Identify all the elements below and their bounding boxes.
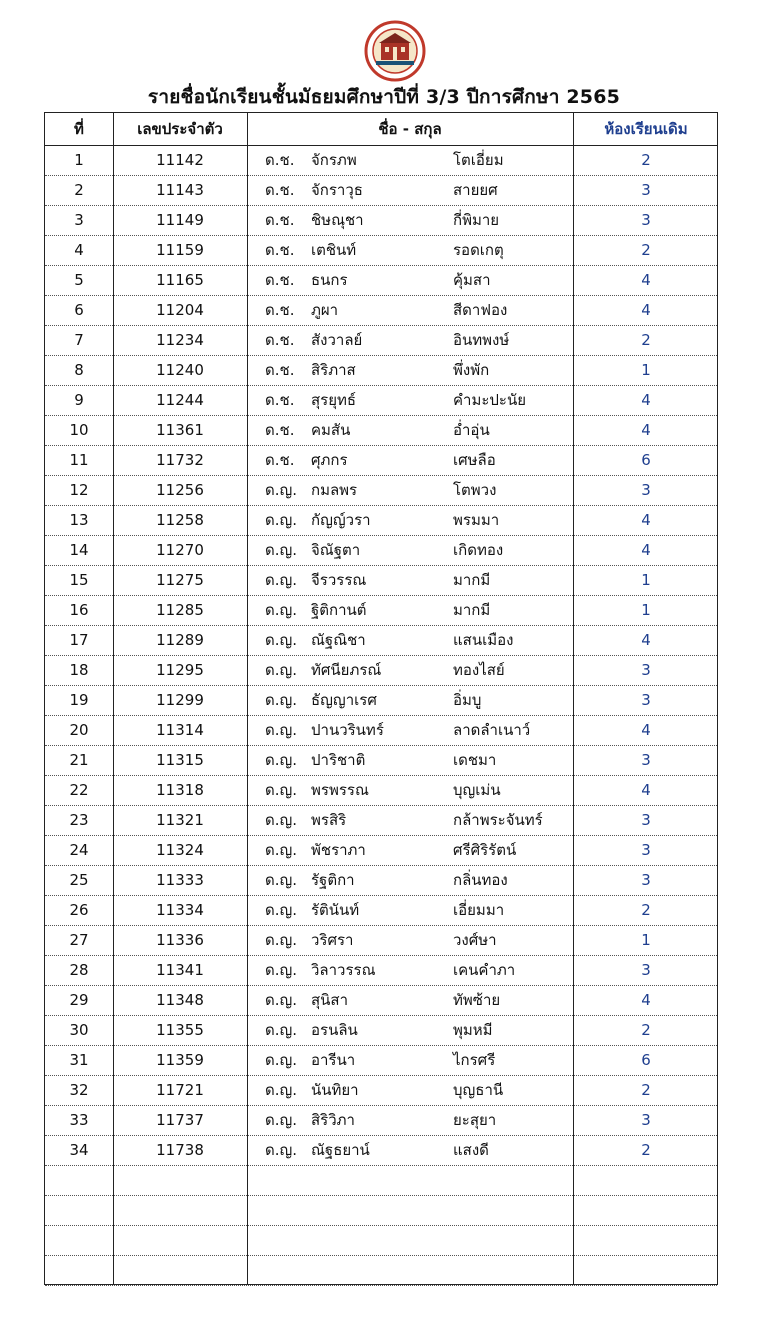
cell-no: 34 [69,1141,89,1159]
cell-first: ชิษณุชา [311,211,364,229]
cell-id: 11315 [156,751,204,769]
table-row [45,986,717,1016]
cell-last: มากมี [453,601,491,619]
cell-room: 2 [641,1141,651,1159]
cell-no: 25 [69,871,89,889]
cell-first: ฐิติกานต์ [311,601,367,619]
cell-room: 4 [641,541,651,559]
table-row [45,1226,717,1256]
cell-last: พรมมา [453,511,500,529]
cell-no: 20 [69,721,89,739]
table-row [45,1256,717,1286]
cell-first: สุนิสา [311,991,348,1009]
cell-prefix: ด.ญ. [265,871,298,889]
cell-first: จักรภพ [311,151,357,169]
cell-room: 2 [641,901,651,919]
cell-last: คำมะปะนัย [453,391,527,409]
cell-id: 11721 [156,1081,204,1099]
cell-id: 11321 [156,811,204,829]
table-row [45,776,717,806]
table-row [45,146,717,176]
cell-prefix: ด.ช. [265,271,295,289]
cell-id: 11240 [156,361,204,379]
cell-id: 11324 [156,841,204,859]
cell-last: ศรีศิริรัตน์ [453,841,517,859]
cell-id: 11732 [156,451,204,469]
cell-last: เดชมา [453,751,497,769]
cell-id: 11348 [156,991,204,1009]
table-row [45,386,717,416]
cell-last: ไกรศรี [453,1051,496,1069]
cell-room: 3 [641,211,651,229]
cell-id: 11143 [156,181,204,199]
cell-no: 19 [69,691,89,709]
table-row [45,326,717,356]
cell-last: พึ่งพัก [453,361,490,379]
cell-prefix: ด.ญ. [265,601,298,619]
cell-id: 11285 [156,601,204,619]
cell-room: 4 [641,421,651,439]
cell-prefix: ด.ญ. [265,691,298,709]
cell-room: 3 [641,661,651,679]
cell-no: 14 [69,541,89,559]
cell-no: 13 [69,511,89,529]
cell-prefix: ด.ญ. [265,1021,298,1039]
cell-prefix: ด.ช. [265,331,295,349]
cell-no: 12 [69,481,89,499]
cell-no: 30 [69,1021,89,1039]
cell-last: แสนเมือง [453,631,514,649]
cell-last: แสงดี [453,1141,489,1159]
cell-first: คมสัน [311,421,351,439]
cell-id: 11737 [156,1111,204,1129]
cell-no: 28 [69,961,89,979]
cell-no: 1 [74,151,84,169]
cell-id: 11258 [156,511,204,529]
cell-first: ณัฐธยาน์ [311,1141,370,1159]
cell-last: สีดาฟอง [453,301,508,319]
cell-last: มากมี [453,571,491,589]
cell-last: เศษลือ [453,451,496,469]
table-row [45,686,717,716]
cell-last: ลาดลำเนาว์ [453,721,531,739]
table-row [45,866,717,896]
cell-room: 3 [641,1111,651,1129]
table-row [45,266,717,296]
cell-last: โตพวง [453,481,497,499]
table-row [45,476,717,506]
cell-prefix: ด.ญ. [265,721,298,739]
cell-room: 3 [641,481,651,499]
cell-id: 11159 [156,241,204,259]
cell-prefix: ด.ญ. [265,1111,298,1129]
cell-prefix: ด.ช. [265,451,295,469]
cell-no: 15 [69,571,89,589]
cell-id: 11289 [156,631,204,649]
cell-no: 29 [69,991,89,1009]
cell-room: 4 [641,721,651,739]
cell-first: กัญญ์วรา [311,511,371,529]
cell-prefix: ด.ช. [265,301,295,319]
cell-room: 3 [641,961,651,979]
cell-first: ภูผา [311,301,339,319]
cell-id: 11738 [156,1141,204,1159]
cell-first: ธนกร [311,271,348,289]
cell-first: พรสิริ [311,811,347,829]
cell-id: 11149 [156,211,204,229]
cell-prefix: ด.ญ. [265,991,298,1009]
cell-no: 11 [69,451,89,469]
cell-room: 3 [641,871,651,889]
cell-room: 1 [641,571,651,589]
cell-no: 2 [74,181,84,199]
cell-last: เกิดทอง [453,541,504,559]
cell-room: 6 [641,1051,651,1069]
cell-id: 11359 [156,1051,204,1069]
cell-id: 11314 [156,721,204,739]
cell-id: 11270 [156,541,204,559]
cell-id: 11275 [156,571,204,589]
cell-room: 2 [641,1081,651,1099]
header-id: เลขประจำตัว [137,120,223,138]
cell-id: 11204 [156,301,204,319]
cell-first: วิลาวรรณ [311,961,376,979]
cell-first: ปาริชาติ [311,751,366,769]
cell-first: รัฐติกา [311,871,355,889]
cell-room: 1 [641,601,651,619]
cell-room: 4 [641,271,651,289]
cell-first: อรนลิน [311,1021,358,1039]
table-row [45,626,717,656]
table-row [45,176,717,206]
cell-id: 11244 [156,391,204,409]
cell-first: พรพรรณ [311,781,369,799]
cell-first: สุรยุทธ์ [311,391,357,409]
cell-first: อารีนา [311,1051,356,1069]
school-emblem-icon [361,20,429,82]
cell-room: 3 [641,841,651,859]
cell-room: 4 [641,781,651,799]
cell-id: 11355 [156,1021,204,1039]
cell-last: ทัพซ้าย [453,991,501,1009]
cell-no: 22 [69,781,89,799]
cell-prefix: ด.ญ. [265,811,298,829]
table-row [45,656,717,686]
cell-prefix: ด.ญ. [265,901,298,919]
cell-room: 2 [641,331,651,349]
header-room: ห้องเรียนเดิม [604,120,688,138]
cell-first: ปานวรินทร์ [311,721,384,739]
cell-room: 1 [641,361,651,379]
table-row [45,896,717,926]
cell-room: 3 [641,691,651,709]
table-row [45,536,717,566]
cell-id: 11142 [156,151,204,169]
cell-last: อินทพงษ์ [453,331,510,349]
page-title: รายชื่อนักเรียนชั้นมัธยมศึกษาปีที่ 3/3 ปีการศึกษา 2565 [147,86,621,108]
cell-no: 21 [69,751,89,769]
table-row [45,956,717,986]
cell-no: 4 [74,241,84,259]
cell-room: 3 [641,181,651,199]
table-row [45,1046,717,1076]
cell-first: รัตินันท์ [311,901,360,919]
cell-prefix: ด.ช. [265,361,295,379]
cell-first: จิณัฐตา [311,541,361,559]
cell-last: ทองไสย์ [453,661,505,679]
cell-first: จีรวรรณ [311,571,367,589]
table-row [45,1166,717,1196]
cell-last: กี่พิมาย [453,211,500,229]
cell-room: 2 [641,241,651,259]
cell-no: 8 [74,361,84,379]
cell-last: สายยศ [453,181,498,199]
cell-id: 11333 [156,871,204,889]
cell-no: 32 [69,1081,89,1099]
table-row [45,236,717,266]
student-table [44,112,718,1285]
table-row [45,746,717,776]
cell-first: สิริวิภา [311,1111,355,1129]
cell-no: 23 [69,811,89,829]
cell-no: 7 [74,331,84,349]
table-row [45,356,717,386]
cell-no: 5 [74,271,84,289]
cell-prefix: ด.ญ. [265,661,298,679]
cell-last: คุ้มสา [453,271,491,289]
cell-last: ยะสุยา [453,1111,497,1129]
cell-no: 31 [69,1051,89,1069]
cell-first: ศุภกร [311,451,348,469]
cell-room: 4 [641,991,651,1009]
cell-no: 18 [69,661,89,679]
cell-id: 11341 [156,961,204,979]
cell-no: 10 [69,421,89,439]
cell-id: 11334 [156,901,204,919]
cell-prefix: ด.ญ. [265,481,298,499]
cell-last: บุญธานี [453,1081,504,1099]
cell-prefix: ด.ช. [265,151,295,169]
cell-no: 16 [69,601,89,619]
cell-id: 11234 [156,331,204,349]
table-row [45,206,717,236]
cell-room: 3 [641,811,651,829]
cell-no: 33 [69,1111,89,1129]
cell-last: บุญเม่น [453,781,501,799]
cell-room: 4 [641,301,651,319]
table-body [45,146,717,1286]
cell-id: 11165 [156,271,204,289]
cell-id: 11361 [156,421,204,439]
cell-prefix: ด.ญ. [265,571,298,589]
cell-last: วงศ์ษา [453,931,497,949]
table-row [45,1196,717,1226]
table-row [45,926,717,956]
table-row [45,446,717,476]
cell-room: 4 [641,511,651,529]
cell-room: 4 [641,631,651,649]
cell-last: พุมหมี [453,1021,493,1039]
cell-first: วริศรา [311,931,354,949]
cell-id: 11318 [156,781,204,799]
cell-id: 11295 [156,661,204,679]
cell-first: ณัฐณิชา [311,631,366,649]
cell-room: 3 [641,751,651,769]
cell-no: 24 [69,841,89,859]
cell-room: 2 [641,1021,651,1039]
cell-room: 4 [641,391,651,409]
header-name: ชื่อ - สกุล [378,120,442,138]
cell-last: กล้าพระจันทร์ [453,811,543,829]
table-row [45,1136,717,1166]
cell-first: กมลพร [311,481,358,499]
cell-prefix: ด.ช. [265,421,295,439]
table-row [45,566,717,596]
table-row [45,716,717,746]
cell-prefix: ด.ญ. [265,1141,298,1159]
cell-first: เตชินท์ [311,241,357,259]
cell-last: อ่ำอุ่น [453,421,490,439]
cell-prefix: ด.ญ. [265,511,298,529]
cell-room: 2 [641,151,651,169]
cell-prefix: ด.ช. [265,211,295,229]
table-row [45,1076,717,1106]
cell-first: จักราวุธ [311,181,363,199]
cell-prefix: ด.ญ. [265,931,298,949]
cell-no: 9 [74,391,84,409]
table-row [45,416,717,446]
cell-prefix: ด.ช. [265,391,295,409]
table-row [45,836,717,866]
cell-no: 27 [69,931,89,949]
cell-no: 26 [69,901,89,919]
cell-first: สังวาลย์ [311,331,363,349]
cell-prefix: ด.ญ. [265,751,298,769]
cell-first: ธัญญาเรศ [311,691,377,709]
cell-last: อิ่มบู [453,691,482,709]
cell-id: 11299 [156,691,204,709]
table-row [45,596,717,626]
cell-first: นันทิยา [311,1081,359,1099]
cell-first: สิริภาส [311,361,356,379]
table-row [45,1016,717,1046]
cell-prefix: ด.ญ. [265,961,298,979]
cell-prefix: ด.ญ. [265,781,298,799]
cell-no: 3 [74,211,84,229]
cell-last: รอดเกตุ [453,241,504,259]
table-row [45,806,717,836]
table-row [45,1106,717,1136]
cell-last: กลิ่นทอง [453,871,508,889]
cell-room: 6 [641,451,651,469]
cell-prefix: ด.ญ. [265,1051,298,1069]
cell-no: 6 [74,301,84,319]
cell-prefix: ด.ญ. [265,1081,298,1099]
cell-last: โตเอี่ยม [453,151,504,169]
cell-first: พัชราภา [311,841,366,859]
cell-prefix: ด.ช. [265,241,295,259]
cell-last: เอี่ยมมา [453,901,505,919]
cell-last: เคนคำภา [453,961,516,979]
cell-first: ทัศนียภรณ์ [311,661,382,679]
cell-room: 1 [641,931,651,949]
cell-id: 11336 [156,931,204,949]
header-no: ที่ [74,120,84,138]
cell-prefix: ด.ญ. [265,631,298,649]
cell-id: 11256 [156,481,204,499]
table-row [45,296,717,326]
table-row [45,506,717,536]
cell-prefix: ด.ญ. [265,841,298,859]
cell-prefix: ด.ช. [265,181,295,199]
cell-prefix: ด.ญ. [265,541,298,559]
cell-no: 17 [69,631,89,649]
